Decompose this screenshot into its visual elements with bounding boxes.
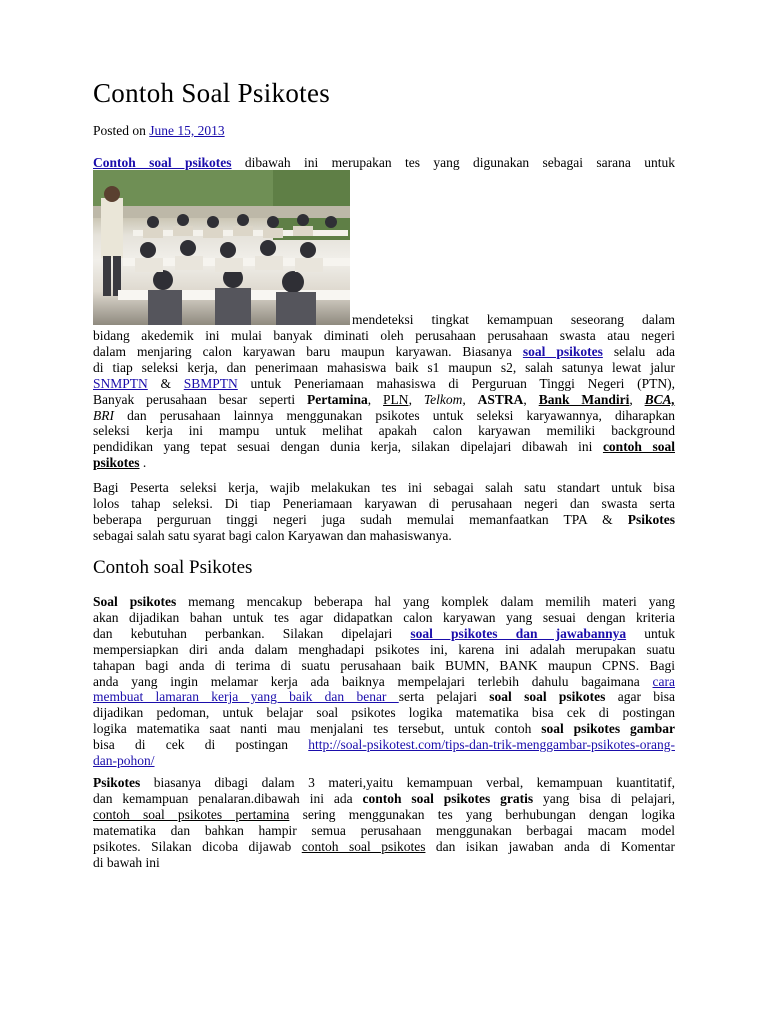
intro-line-10-text: pendidikan yang tepat sesuai dengan dunia kerja, silakan dipelajari dibawah ini bbox=[93, 439, 603, 455]
section-paragraph-2 bbox=[93, 775, 675, 870]
s1-line-6 bbox=[93, 674, 675, 690]
s1-line-9-text: logika matematika saat nanti mau menjalani tes tersebut, untuk contoh bbox=[93, 721, 542, 737]
p2-line-4: sebagai salah satu syarat bagi calon Karyawan dan mahasiswanya. bbox=[93, 527, 452, 543]
intro-line-7-text: Banyak perusahaan besar seperti bbox=[93, 391, 308, 407]
contoh-soal-psikotes-link[interactable]: Contoh soal psikotes bbox=[93, 155, 232, 170]
intro-line-5: di tiap seleksi kerja, dan penerimaan mahasiswa baik s1 maupun s2, salah satunya lewat jalur bbox=[93, 359, 675, 375]
s1-line-2: akan dijadikan bahan untuk tes agar didapatkan calon karyawan yang sesuai dengan kriteria bbox=[93, 609, 675, 625]
amp-text: & bbox=[147, 375, 184, 391]
p2-line-2: lolos tahap seleksi. Di tiap Peneriamaan karyawan di perusahaan negeri dan swasta serta bbox=[93, 495, 675, 511]
s2-line-4: matematika dan bahkan hampir semua perusahaan menggunakan berbagai macam model bbox=[93, 822, 675, 838]
bca-text: BCA, bbox=[644, 391, 676, 407]
psikotes-bold-2: Psikotes bbox=[93, 775, 141, 790]
intro-line-4 bbox=[93, 344, 675, 360]
s1-line-7 bbox=[93, 689, 675, 705]
section-heading: Contoh soal Psikotes bbox=[93, 557, 253, 578]
cara-link[interactable]: cara bbox=[652, 673, 675, 689]
s1-line-3 bbox=[93, 626, 675, 642]
s1-line-3-text: dan kebutuhan perbankan. Silakan dipelajari bbox=[93, 625, 411, 641]
s1-line-3-tail: untuk bbox=[626, 625, 675, 641]
comma: , bbox=[523, 391, 539, 407]
s1-line-8: dijadikan pedoman, untuk belajar soal psikotes logika matematika bisa cek di postingan bbox=[93, 705, 675, 721]
intro-text-1: dibawah ini merupakan tes yang digunakan sebagai sarana untuk bbox=[231, 155, 676, 170]
p2-line-1: Bagi Peserta seleksi kerja, wajib melakukan tes ini sebagai salah satu standart untuk bisa bbox=[93, 480, 675, 495]
s1-line-5: tahapan bagi anda di terima di suatu perusahaan baik BUMN, BANK maupun CPNS. Bagi bbox=[93, 657, 675, 673]
pln-text: PLN bbox=[383, 391, 409, 407]
s2-line-3-tail: sering menggunakan tes yang berhubungan dengan logika bbox=[289, 806, 675, 822]
s1-line-7-text: serta pelajari bbox=[398, 689, 490, 705]
exam-room-photo bbox=[93, 170, 350, 325]
intro-line-8-tail: dan perusahaan lainnya menggunakan psikotes untuk seleksi karyawannya, diharapkan bbox=[114, 407, 675, 423]
contoh-soal-psikotes-underlined: contoh soal psikotes bbox=[301, 838, 426, 854]
intro-line-11 bbox=[93, 455, 675, 471]
paragraph-2 bbox=[93, 480, 675, 544]
s1-line-6-text: anda yang ingin melamar kerja ada baiknya mempelajari terlebih dahulu bagaimana bbox=[93, 673, 653, 689]
psikotest-url-link-cont[interactable]: dan-pohon/ bbox=[93, 753, 155, 769]
comma: , bbox=[408, 391, 424, 407]
intro-line-6 bbox=[93, 376, 675, 392]
soal-psikotes-gambar-bold: soal psikotes gambar bbox=[541, 721, 675, 737]
psikotes-text: psikotes bbox=[93, 455, 140, 471]
snmptn-link[interactable]: SNMPTN bbox=[93, 375, 148, 391]
posted-prefix: Posted on bbox=[93, 123, 146, 138]
s1-line-11 bbox=[93, 753, 675, 769]
posted-date-link[interactable]: June 15, 2013 bbox=[149, 123, 225, 138]
s2-line-5-tail: dan isikan jawaban anda di Komentar bbox=[425, 838, 675, 854]
soal-psikotes-link[interactable]: soal psikotes bbox=[522, 343, 603, 359]
lamaran-kerja-link[interactable]: membuat lamaran kerja yang baik dan benar bbox=[93, 689, 399, 705]
space bbox=[466, 392, 478, 407]
intro-line-1 bbox=[93, 155, 675, 171]
s1-line-9 bbox=[93, 721, 675, 737]
s1-line-4: mempersiapkan diri anda dalam menghadapi psikotes ini, karena ini adalah merupakan suatu bbox=[93, 641, 675, 657]
exam-room-illustration bbox=[93, 170, 350, 325]
s1-line-10 bbox=[93, 737, 675, 753]
intro-paragraph bbox=[93, 328, 675, 471]
psikotest-url-link[interactable]: http://soal-psikotest.com/tips-dan-trik-menggambar-psikotes-orang- bbox=[308, 737, 675, 753]
p2-line-3 bbox=[93, 512, 675, 528]
astra-text: ASTRA bbox=[477, 391, 524, 407]
contoh-soal-text: contoh soal bbox=[602, 439, 675, 455]
intro-line-6-tail: untuk Peneriamaan mahasiswa di Perguruan Tinggi Negeri (PTN), bbox=[237, 375, 675, 391]
comma: , bbox=[629, 391, 645, 407]
sbmptn-link[interactable]: SBMPTN bbox=[183, 375, 238, 391]
s2-line-2-tail: yang bisa di pelajari, bbox=[533, 790, 675, 806]
contoh-soal-pertamina-text: contoh soal psikotes pertamina bbox=[93, 806, 290, 822]
page-title: Contoh Soal Psikotes bbox=[93, 78, 331, 108]
s1-line-1 bbox=[93, 594, 675, 610]
intro-line-10 bbox=[93, 439, 675, 455]
bri-text: BRI bbox=[93, 407, 114, 423]
s2-line-2 bbox=[93, 791, 675, 807]
end-dot: . bbox=[139, 455, 147, 471]
intro-text-2: mendeteksi tingkat kemampuan seseorang dalam bbox=[352, 312, 675, 327]
intro-line-3: bidang akedemik ini mulai banyak diminati oleh perusahaan perusahaan swasta atau negeri bbox=[93, 328, 675, 343]
intro-line-4-text: dalam menjaring calon karyawan baru maupun karyawan. Biasanya bbox=[93, 343, 523, 359]
telkom-text: Telkom, bbox=[423, 391, 466, 407]
section-paragraph-1 bbox=[93, 594, 675, 769]
s2-line-1-tail: biasanya dibagi dalam 3 materi,yaitu kemampuan verbal, kemampuan kuantitatif, bbox=[140, 775, 675, 790]
psikotes-bold: Psikotes bbox=[627, 511, 675, 527]
intro-line-2 bbox=[352, 312, 675, 328]
s1-line-10-text: bisa di cek di postingan bbox=[93, 737, 309, 753]
post-meta bbox=[93, 123, 225, 139]
intro-line-4-tail: selalu ada bbox=[602, 343, 675, 359]
soal-psikotes-bold: Soal psikotes bbox=[93, 594, 177, 609]
s1-line-7-tail: agar bisa bbox=[605, 689, 675, 705]
s1-line-1-tail: memang mencakup beberapa hal yang komplek dalam memilih materi yang bbox=[176, 594, 675, 609]
p2-line-3-text: beberapa perguruan tinggi negeri juga sudah memulai memanfaatkan TPA & bbox=[93, 511, 628, 527]
s2-line-3 bbox=[93, 807, 675, 823]
pertamina-text: Pertamina bbox=[307, 391, 368, 407]
contoh-soal-gratis-bold: contoh soal psikotes gratis bbox=[362, 790, 534, 806]
comma: , bbox=[367, 391, 384, 407]
soal-psikotes-jawaban-link[interactable]: soal psikotes dan jawabannya bbox=[410, 625, 627, 641]
intro-line-9: seleksi kerja ini mampu untuk melihat apakah calon karyawan memiliki background bbox=[93, 423, 675, 439]
intro-line-8 bbox=[93, 408, 675, 424]
s2-line-6: di bawah ini bbox=[93, 854, 160, 870]
s2-line-1 bbox=[93, 775, 675, 791]
s2-line-5 bbox=[93, 839, 675, 855]
s2-line-5-text: psikotes. Silakan dicoba dijawab bbox=[93, 838, 302, 854]
s2-line-2-text: dan kemampuan penalaran.dibawah ini ada bbox=[93, 790, 363, 806]
soal-soal-psikotes-bold: soal soal psikotes bbox=[489, 689, 606, 705]
bank-mandiri-text: Bank Mandiri bbox=[538, 391, 630, 407]
intro-line-7 bbox=[93, 392, 675, 408]
